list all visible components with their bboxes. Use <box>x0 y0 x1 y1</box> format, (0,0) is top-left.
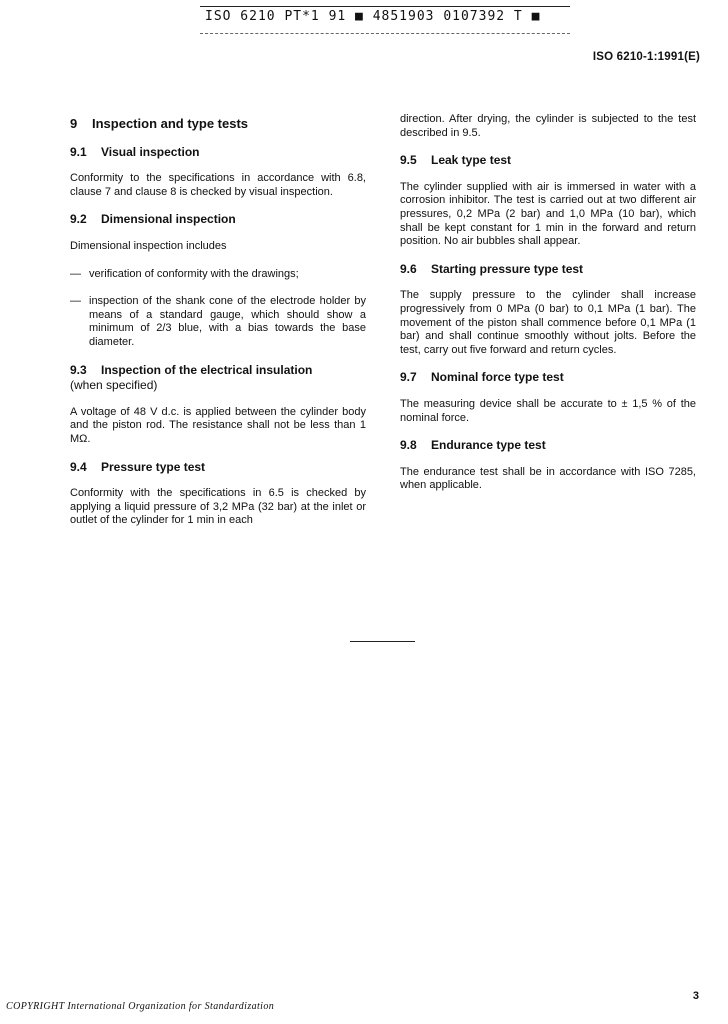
header-code-line: ISO 6210 PT*1 91 ■ 4851903 0107392 T ■ <box>205 9 541 24</box>
section-text-9-5: The cylinder supplied with air is immersed in water with a corrosion inhibitor. The test is carried out at two different air pressures, 0,2 MPa (2 bar) and 1,0 MPa (10 bar), which shall be kept constant for 1 min in the forward and return position. No air bubbles shall appear. <box>400 180 696 248</box>
end-rule-divider <box>350 641 415 642</box>
section-heading-9-8: 9.8 Endurance type test <box>400 438 546 453</box>
section-heading-9-1: 9.1 Visual inspection <box>70 144 200 159</box>
section-text-9-6: The supply pressure to the cylinder shall increase progressively from 0 MPa (0 bar) to 0,1 MPa (1 bar). The movement of the piston shall commence before 0,1 MPa (1 bar) and shall continue smoothly without jolts. Before the test, carry out five forward and return cycles. <box>400 289 696 356</box>
dash-bullet: — <box>70 295 81 308</box>
section-heading-9-5: 9.5 Leak type test <box>400 153 512 168</box>
section-heading-9-4: 9.4 Pressure type test <box>70 459 206 474</box>
copyright-notice: COPYRIGHT International Organization for Standardization <box>6 1001 275 1012</box>
section-text-9-3: A voltage of 48 V d.c. is applied between the cylinder body and the piston rod. The resistance shall not be less than 1 MΩ. <box>70 405 366 445</box>
section-text-9-7: The measuring device shall be accurate to ± 1,5 % of the nominal force. <box>400 397 696 424</box>
section-heading-9-7: 9.7 Nominal force type test <box>400 370 564 385</box>
section-heading-9-2: 9.2 Dimensional inspection <box>70 212 236 227</box>
section-heading-9: 9 Inspection and type tests <box>70 116 249 131</box>
section-intro-9-2: Dimensional inspection includes <box>70 239 227 252</box>
dash-bullet: — <box>70 267 81 280</box>
section-subtitle-9-3: (when specified) <box>70 378 158 393</box>
section-heading-9-6: 9.6 Starting pressure type test <box>400 261 584 276</box>
section-text-9-4: Conformity with the specifications in 6.5 is checked by applying a liquid pressure of 3,2 MPa (32 bar) at the inlet or outlet of the cylinder for 1 min in each <box>70 487 366 527</box>
right-column <box>400 113 696 507</box>
continued-text: direction. After drying, the cylinder is subjected to the test described in 9.5. <box>400 113 696 139</box>
standard-reference: ISO 6210-1:1991(E) <box>592 51 700 63</box>
page-number: 3 <box>692 990 699 1002</box>
section-heading-9-3: 9.3 Inspection of the electrical insulation <box>70 362 313 377</box>
list-item: — inspection of the shank cone of the electrode holder by means of a standard gauge, which should show a minimum of 2/3 blue, with a bias towards the base diameter. <box>70 295 366 348</box>
list-item: — verification of conformity with the drawings; <box>70 267 299 280</box>
section-text-9-1: Conformity to the specifications in accordance with 6.8, clause 7 and clause 8 is checked by visual inspection. <box>70 172 366 198</box>
section-text-9-8: The endurance test shall be in accordance with ISO 7285, when applicable. <box>400 465 696 492</box>
left-column <box>70 113 366 542</box>
